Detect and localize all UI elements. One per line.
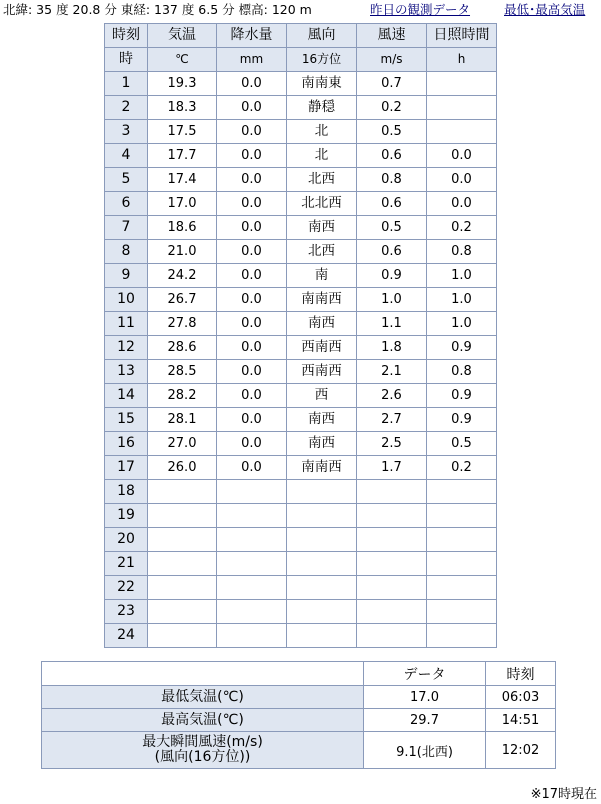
cell-precipitation: 0.0 [217,312,287,336]
cell-temperature: 26.0 [148,456,217,480]
cell-sunshine [427,480,497,504]
summary-value: 9.1(北西) [364,732,486,769]
cell-temperature: 28.2 [148,384,217,408]
cell-wind-speed: 0.7 [357,72,427,96]
cell-wind-speed: 1.1 [357,312,427,336]
header-precipitation: 降水量 [217,24,287,48]
summary-value: 17.0 [364,686,486,709]
table-row [105,288,497,312]
cell-wind-speed: 0.8 [357,168,427,192]
cell-precipitation [217,528,287,552]
cell-precipitation: 0.0 [217,168,287,192]
cell-temperature [148,576,217,600]
cell-temperature: 17.5 [148,120,217,144]
cell-wind-speed: 0.6 [357,192,427,216]
cell-time: 21 [105,552,148,576]
cell-precipitation: 0.0 [217,144,287,168]
cell-wind-direction [287,504,357,528]
summary-label: 最低気温(℃) [42,686,364,709]
cell-wind-direction [287,600,357,624]
cell-precipitation: 0.0 [217,192,287,216]
cell-precipitation: 0.0 [217,288,287,312]
cell-time: 7 [105,216,148,240]
cell-time: 10 [105,288,148,312]
cell-sunshine: 0.8 [427,240,497,264]
cell-wind-direction: 南西 [287,432,357,456]
table-row [105,504,497,528]
cell-time: 12 [105,336,148,360]
cell-wind-speed: 2.5 [357,432,427,456]
table-row [105,168,497,192]
cell-wind-speed [357,624,427,648]
cell-wind-direction: 北 [287,144,357,168]
cell-wind-direction: 北西 [287,168,357,192]
cell-time: 24 [105,624,148,648]
cell-precipitation [217,504,287,528]
cell-temperature: 28.5 [148,360,217,384]
table-row [105,480,497,504]
cell-time: 1 [105,72,148,96]
table-row [105,192,497,216]
table-row [105,528,497,552]
cell-wind-direction: 南南西 [287,288,357,312]
summary-row [42,686,556,709]
as-of-time-note: ※17時現在 [530,787,597,802]
cell-temperature: 21.0 [148,240,217,264]
cell-temperature: 18.6 [148,216,217,240]
header-wind-direction: 風向 [287,24,357,48]
summary-time: 12:02 [486,732,556,769]
cell-temperature [148,600,217,624]
unit-time: 時 [105,48,148,72]
cell-time: 8 [105,240,148,264]
cell-sunshine: 0.2 [427,456,497,480]
cell-wind-direction: 南南東 [287,72,357,96]
unit-precipitation: mm [217,48,287,72]
cell-wind-speed: 2.6 [357,384,427,408]
cell-precipitation: 0.0 [217,432,287,456]
cell-sunshine [427,528,497,552]
cell-sunshine: 1.0 [427,264,497,288]
summary-row [42,709,556,732]
yesterday-data-link[interactable]: 昨日の観測データ [370,2,471,17]
cell-wind-speed [357,504,427,528]
table-row [105,360,497,384]
cell-wind-direction [287,528,357,552]
cell-sunshine: 0.5 [427,432,497,456]
cell-temperature [148,528,217,552]
table-row [105,120,497,144]
cell-time: 13 [105,360,148,384]
cell-wind-direction: 北西 [287,240,357,264]
unit-sunshine: h [427,48,497,72]
cell-sunshine: 0.0 [427,144,497,168]
cell-time: 19 [105,504,148,528]
cell-sunshine: 0.0 [427,192,497,216]
table-row [105,600,497,624]
cell-wind-speed: 2.1 [357,360,427,384]
cell-precipitation [217,576,287,600]
cell-time: 4 [105,144,148,168]
cell-wind-direction: 北北西 [287,192,357,216]
table-row [105,576,497,600]
cell-wind-direction: 北 [287,120,357,144]
cell-sunshine [427,504,497,528]
cell-wind-speed: 2.7 [357,408,427,432]
cell-sunshine: 0.2 [427,216,497,240]
cell-wind-speed: 0.2 [357,96,427,120]
summary-value: 29.7 [364,709,486,732]
cell-precipitation: 0.0 [217,72,287,96]
cell-temperature: 17.0 [148,192,217,216]
cell-temperature: 27.0 [148,432,217,456]
cell-wind-speed [357,480,427,504]
cell-wind-speed: 0.6 [357,144,427,168]
cell-wind-speed [357,600,427,624]
summary-header-row [42,662,556,686]
cell-wind-speed: 0.9 [357,264,427,288]
summary-time: 06:03 [486,686,556,709]
cell-sunshine: 0.9 [427,408,497,432]
cell-wind-direction: 南西 [287,408,357,432]
cell-precipitation: 0.0 [217,408,287,432]
cell-precipitation [217,480,287,504]
cell-time: 5 [105,168,148,192]
cell-precipitation: 0.0 [217,360,287,384]
cell-sunshine: 1.0 [427,288,497,312]
cell-wind-speed [357,528,427,552]
cell-wind-direction [287,552,357,576]
cell-sunshine [427,624,497,648]
table-row [105,552,497,576]
hourly-units-row [105,48,497,72]
summary-header-time: 時刻 [486,662,556,686]
cell-wind-speed: 1.7 [357,456,427,480]
cell-sunshine [427,72,497,96]
location-bar [0,0,601,20]
cell-time: 15 [105,408,148,432]
cell-temperature [148,504,217,528]
cell-time: 2 [105,96,148,120]
cell-wind-speed: 1.0 [357,288,427,312]
cell-precipitation [217,552,287,576]
cell-wind-speed: 0.6 [357,240,427,264]
daily-summary-table [41,661,556,769]
cell-precipitation: 0.0 [217,384,287,408]
cell-wind-direction: 静穏 [287,96,357,120]
cell-sunshine [427,120,497,144]
cell-temperature: 18.3 [148,96,217,120]
cell-temperature: 19.3 [148,72,217,96]
hourly-header-row [105,24,497,48]
cell-wind-direction: 南西 [287,216,357,240]
unit-wind-direction: 16方位 [287,48,357,72]
cell-wind-direction: 西南西 [287,336,357,360]
cell-temperature: 28.1 [148,408,217,432]
cell-precipitation [217,624,287,648]
table-row [105,240,497,264]
cell-wind-speed [357,576,427,600]
cell-sunshine: 0.0 [427,168,497,192]
cell-wind-direction: 南南西 [287,456,357,480]
cell-precipitation: 0.0 [217,336,287,360]
table-row [105,216,497,240]
summary-header-blank [42,662,364,686]
cell-wind-speed: 1.8 [357,336,427,360]
cell-wind-speed: 0.5 [357,216,427,240]
cell-temperature: 17.7 [148,144,217,168]
cell-precipitation: 0.0 [217,120,287,144]
header-time: 時刻 [105,24,148,48]
min-max-temperature-link[interactable]: 最低･最高気温 [504,2,586,17]
cell-sunshine: 0.9 [427,384,497,408]
cell-temperature: 17.4 [148,168,217,192]
cell-time: 3 [105,120,148,144]
summary-row [42,732,556,769]
cell-wind-direction: 南西 [287,312,357,336]
cell-temperature: 26.7 [148,288,217,312]
table-row [105,144,497,168]
cell-wind-speed: 0.5 [357,120,427,144]
cell-time: 17 [105,456,148,480]
cell-time: 14 [105,384,148,408]
table-row [105,384,497,408]
cell-wind-direction: 西 [287,384,357,408]
cell-wind-direction [287,576,357,600]
cell-time: 6 [105,192,148,216]
cell-precipitation: 0.0 [217,456,287,480]
header-sunshine: 日照時間 [427,24,497,48]
table-row [105,264,497,288]
summary-label: 最高気温(℃) [42,709,364,732]
cell-precipitation: 0.0 [217,264,287,288]
summary-header-data: データ [364,662,486,686]
cell-sunshine [427,576,497,600]
header-wind-speed: 風速 [357,24,427,48]
location-coordinates: 北緯: 35 度 20.8 分 東経: 137 度 6.5 分 標高: 120 m [3,2,312,17]
cell-precipitation [217,600,287,624]
cell-sunshine [427,552,497,576]
cell-sunshine: 0.8 [427,360,497,384]
cell-time: 23 [105,600,148,624]
cell-wind-direction [287,624,357,648]
cell-wind-direction: 南 [287,264,357,288]
unit-temperature: ℃ [148,48,217,72]
unit-wind-speed: m/s [357,48,427,72]
table-row [105,312,497,336]
summary-time: 14:51 [486,709,556,732]
table-row [105,456,497,480]
hourly-observation-table [104,23,497,648]
header-temperature: 気温 [148,24,217,48]
table-row [105,336,497,360]
cell-temperature [148,624,217,648]
cell-precipitation: 0.0 [217,216,287,240]
cell-sunshine [427,96,497,120]
cell-temperature: 27.8 [148,312,217,336]
cell-wind-direction [287,480,357,504]
cell-temperature: 28.6 [148,336,217,360]
cell-temperature: 24.2 [148,264,217,288]
summary-label: 最大瞬間風速(m/s) (風向(16方位)) [42,732,364,769]
cell-temperature [148,552,217,576]
cell-time: 18 [105,480,148,504]
cell-time: 9 [105,264,148,288]
cell-sunshine: 1.0 [427,312,497,336]
cell-temperature [148,480,217,504]
table-row [105,408,497,432]
cell-wind-direction: 西南西 [287,360,357,384]
cell-sunshine: 0.9 [427,336,497,360]
cell-precipitation: 0.0 [217,96,287,120]
cell-time: 20 [105,528,148,552]
cell-time: 16 [105,432,148,456]
table-row [105,432,497,456]
table-row [105,72,497,96]
cell-time: 11 [105,312,148,336]
cell-precipitation: 0.0 [217,240,287,264]
table-row [105,624,497,648]
cell-wind-speed [357,552,427,576]
cell-time: 22 [105,576,148,600]
cell-sunshine [427,600,497,624]
table-row [105,96,497,120]
